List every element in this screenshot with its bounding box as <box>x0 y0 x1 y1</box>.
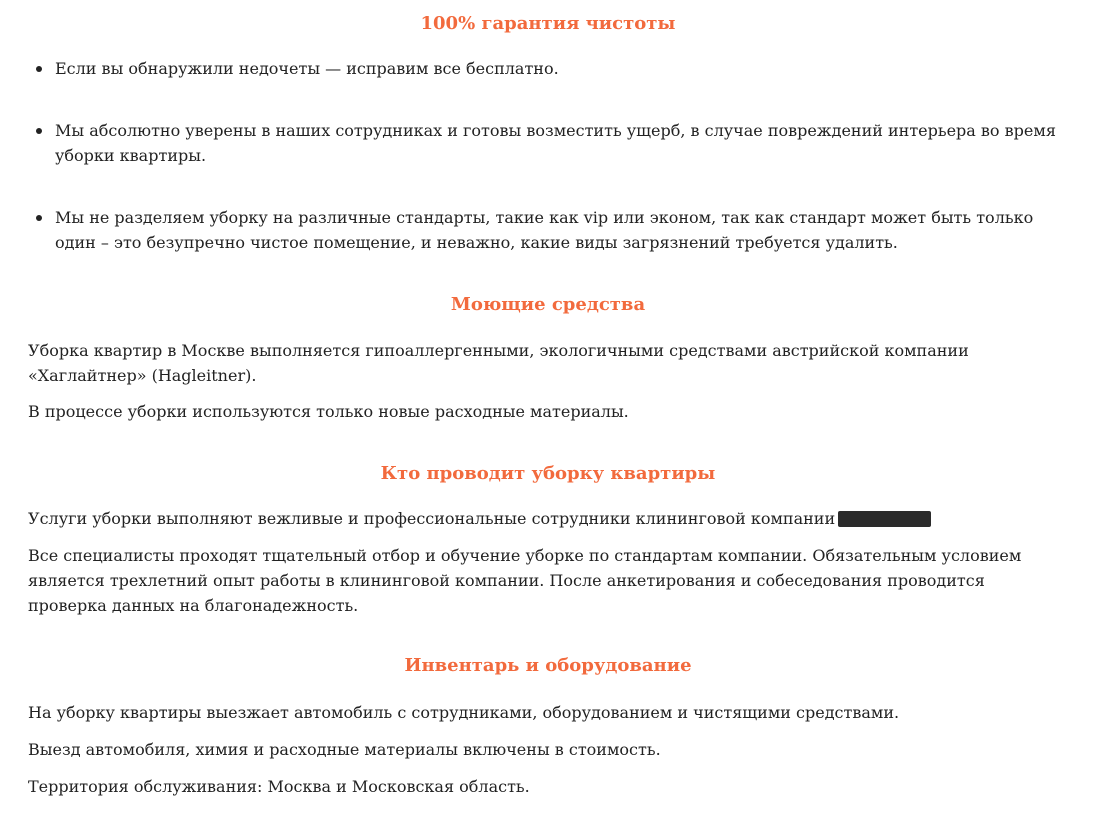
paragraph: На уборку квартиры выезжает автомобиль с сотрудниками, оборудованием и чистящими средствами. <box>28 703 900 722</box>
paragraph: Все специалисты проходят тщательный отбор и обучение уборке по стандартам компании. Обязательным условием является трехлетний опыт работы в клининговой компании. После анкетирования и собеседования проводится проверка данных на благонадежность. <box>28 546 1022 615</box>
paragraph: Территория обслуживания: Москва и Московская область. <box>28 777 530 796</box>
list-item: Мы абсолютно уверены в наших сотрудниках и готовы возместить ущерб, в случае повреждений интерьера во время уборки квартиры. <box>28 118 1065 168</box>
paragraph: Выезд автомобиля, химия и расходные материалы включены в стоимость. <box>28 740 661 759</box>
paragraph: Услуги уборки выполняют вежливые и профессиональные сотрудники клининговой компании <box>28 509 836 528</box>
staff-company-line <box>28 506 1058 531</box>
paragraph: Уборка квартир в Москве выполняется гипоаллергенными, экологичными средствами австрийской компании «Хаглайтнер» (Hagleitner). <box>28 341 969 385</box>
list-item: Если вы обнаружили недочеты — исправим все бесплатно. <box>28 56 1065 81</box>
redacted-company-name <box>838 511 931 527</box>
section-title-guarantee: 100% гарантия чистоты <box>420 13 676 34</box>
list-item: Мы не разделяем уборку на различные стандарты, такие как vip или эконом, так как стандарт может быть только один – это безупречно чистое помещение, и неважно, какие виды загрязнений требуется удалить. <box>28 205 1065 255</box>
section-title-equipment: Инвентарь и оборудование <box>404 655 692 676</box>
section-title-staff: Кто проводит уборку квартиры <box>380 463 716 484</box>
paragraph: В процессе уборки используются только новые расходные материалы. <box>28 402 629 421</box>
section-title-detergents: Моющие средства <box>450 294 646 315</box>
